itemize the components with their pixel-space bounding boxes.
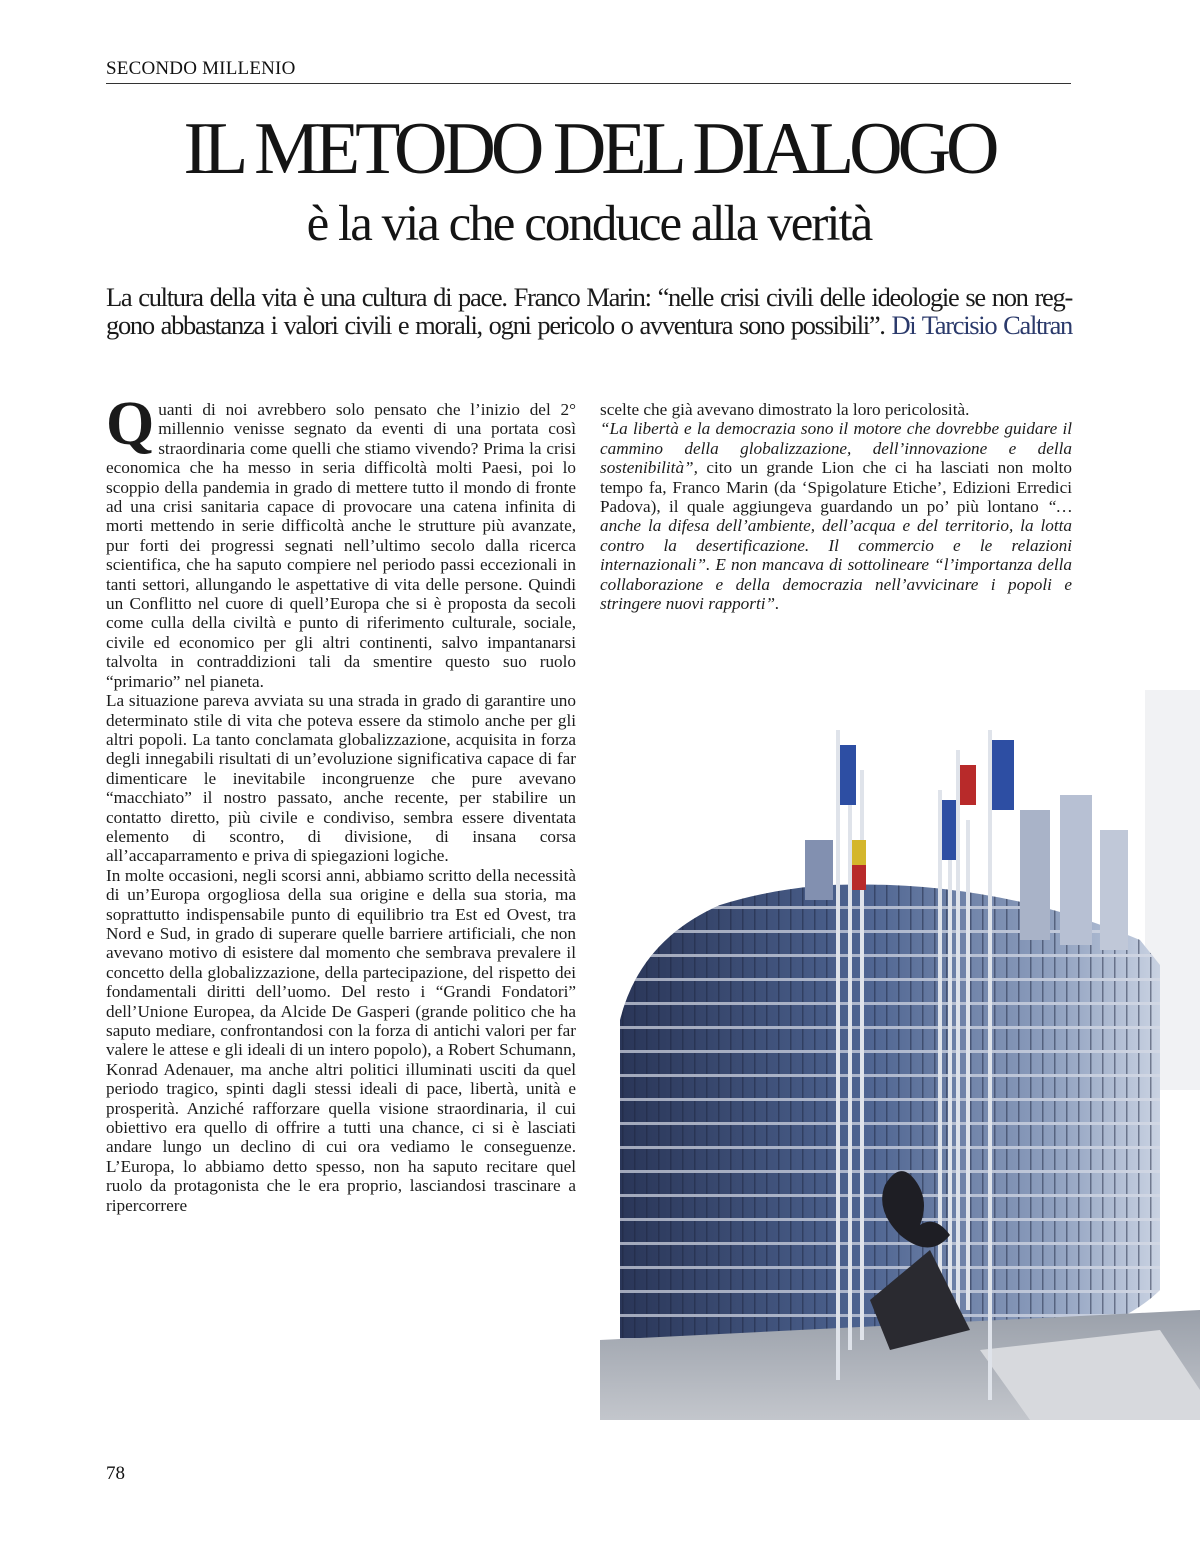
- body-paragraph-4: scelte che già avevano dimostrato la loro pericolosità.: [600, 400, 970, 419]
- header-rule: [106, 83, 1071, 84]
- body-paragraph-1-text: uanti di noi avrebbero solo pensato che l’inizio del 2° millennio venisse segnato da eventi di una portata così straordinaria come quelli che stiamo vivendo? Prima la crisi economica che ha messo in seria difficoltà molti Paesi, poi lo scoppio della pandemia in grado di mettere tutto il mondo di fronte ad una crisi sanitaria capace di provocare una catena infinita di morti mettendo in serie difficoltà anche le strutture più avanzate, pur forti dei progressi segnati nell’ultimo secolo dalla ricerca scientifica, che ha saputo compiere nel periodo passi eccezionali in tanti settori, allungando le aspettative di vita delle persone. Quindi un Conflitto nel cuore di quell’Europa che si è proposta da secoli come culla della civiltà e punto di riferimento culturale, sociale, civile ed economico per gli altri continenti, salvo impantanarsi talvolta in contraddizioni tali da smentire questo suo ruolo “primario” nel pianeta.: [106, 400, 576, 691]
- column-left: [106, 390, 576, 1215]
- lead-line-2-text: gono abbastanza i valori civili e morali, ogni pericolo o avventura sono possibili”.: [106, 310, 885, 340]
- article-title: IL METODO DEL DIALOGO: [183, 108, 995, 190]
- byline: Di Tarcisio Caltran: [891, 310, 1073, 340]
- column-right: [600, 400, 1072, 613]
- lead-line-2: [106, 311, 1072, 339]
- section-label: SECONDO MILLENIO: [106, 58, 296, 79]
- body-paragraph-5-text: cito un grande Lion che ci ha lasciati non molto tempo fa, Franco Marin (da ‘Spigolature Etiche’, Edizioni Erredici Padova), il quale aggiungeva guardando un po’ più lontano: [600, 458, 1072, 517]
- parliament-illustration: [600, 690, 1200, 1420]
- article-subtitle: è la via che conduce alla verità: [306, 196, 872, 252]
- body-paragraph-5: [600, 419, 1072, 613]
- lead-paragraph: [106, 283, 1072, 339]
- page-number: 78: [106, 1463, 125, 1484]
- photo-european-parliament: [600, 690, 1200, 1420]
- quote-1: “La libertà e la democrazia sono il motore che dovrebbe guidare il cammino della globalizzazione, dell’innovazione e della sostenibilità”,: [600, 419, 1072, 478]
- drop-cap: Q: [106, 390, 155, 458]
- lead-line-1: La cultura della vita è una cultura di pace. Franco Marin: “nelle crisi civili delle ideologie se non reg-: [106, 282, 1072, 312]
- body-paragraph-1: [106, 390, 576, 691]
- body-paragraph-2: La situazione pareva avviata su una strada in grado di garantire uno determinato stile di vita che poteva essere da stimolo anche per gli altri popoli. La tanto conclamata globalizzazione, acquisita in forza degli innegabili risultati di un’evoluzione significativa capace di far dimenticare le inevitabile incongruenze che pure avevano “macchiato” il nostro passato, anche recente, per stabilire un contatto diretto, più civile e condiviso, sembra essere diventata elemento di scontro, di divisione, di insana corsa all’accaparramento e priva di spiegazioni logiche.: [106, 691, 576, 866]
- body-paragraph-3: In molte occasioni, negli scorsi anni, abbiamo scritto della necessità di un’Europa orgogliosa della sua origine e della sua storia, ma soprattutto indispensabile punto di equilibrio tra Est ed Ovest, tra Nord e Sud, in grado di superare quelle barriere artificiali, che non avevano motivo di esistere dal momento che sembrava prevalere il concetto della globalizzazione, della partecipazione, del rispetto dei fondamentali diritti dell’uomo. Del resto i “Grandi Fondatori” dell’Unione Europea, da Alcide De Gasperi (grande politico che ha saputo mediare, confrontandosi con la forza di antichi valori per far valere le attese e gli ideali di un intero popolo), a Robert Schumann, Konrad Adenauer, ma anche altri politici illuminati usciti da quel periodo tragico, spinti dagli stessi ideali di pace, libertà, unità e prosperità. Anziché rafforzare quella visione straordinaria, il cui obiettivo era quello di offrire a tutti una chance, ci si è lasciati andare lungo un declino di cui ora vediamo le conseguenze. L’Europa, lo abbiamo detto spesso, non ha saputo recitare quel ruolo da protagonista che le era proprio, lasciandosi trascinare a ripercorrere: [106, 865, 576, 1215]
- quote-2: “… anche la difesa dell’ambiente, dell’acqua e del territorio, la lotta contro la desertificazione. Il commercio e le relazioni internazionali”. E non mancava di sottolineare “l’importanza della collaborazione e della democrazia nell’avvicinare i popoli e stringere nuovi rapporti”.: [600, 497, 1072, 614]
